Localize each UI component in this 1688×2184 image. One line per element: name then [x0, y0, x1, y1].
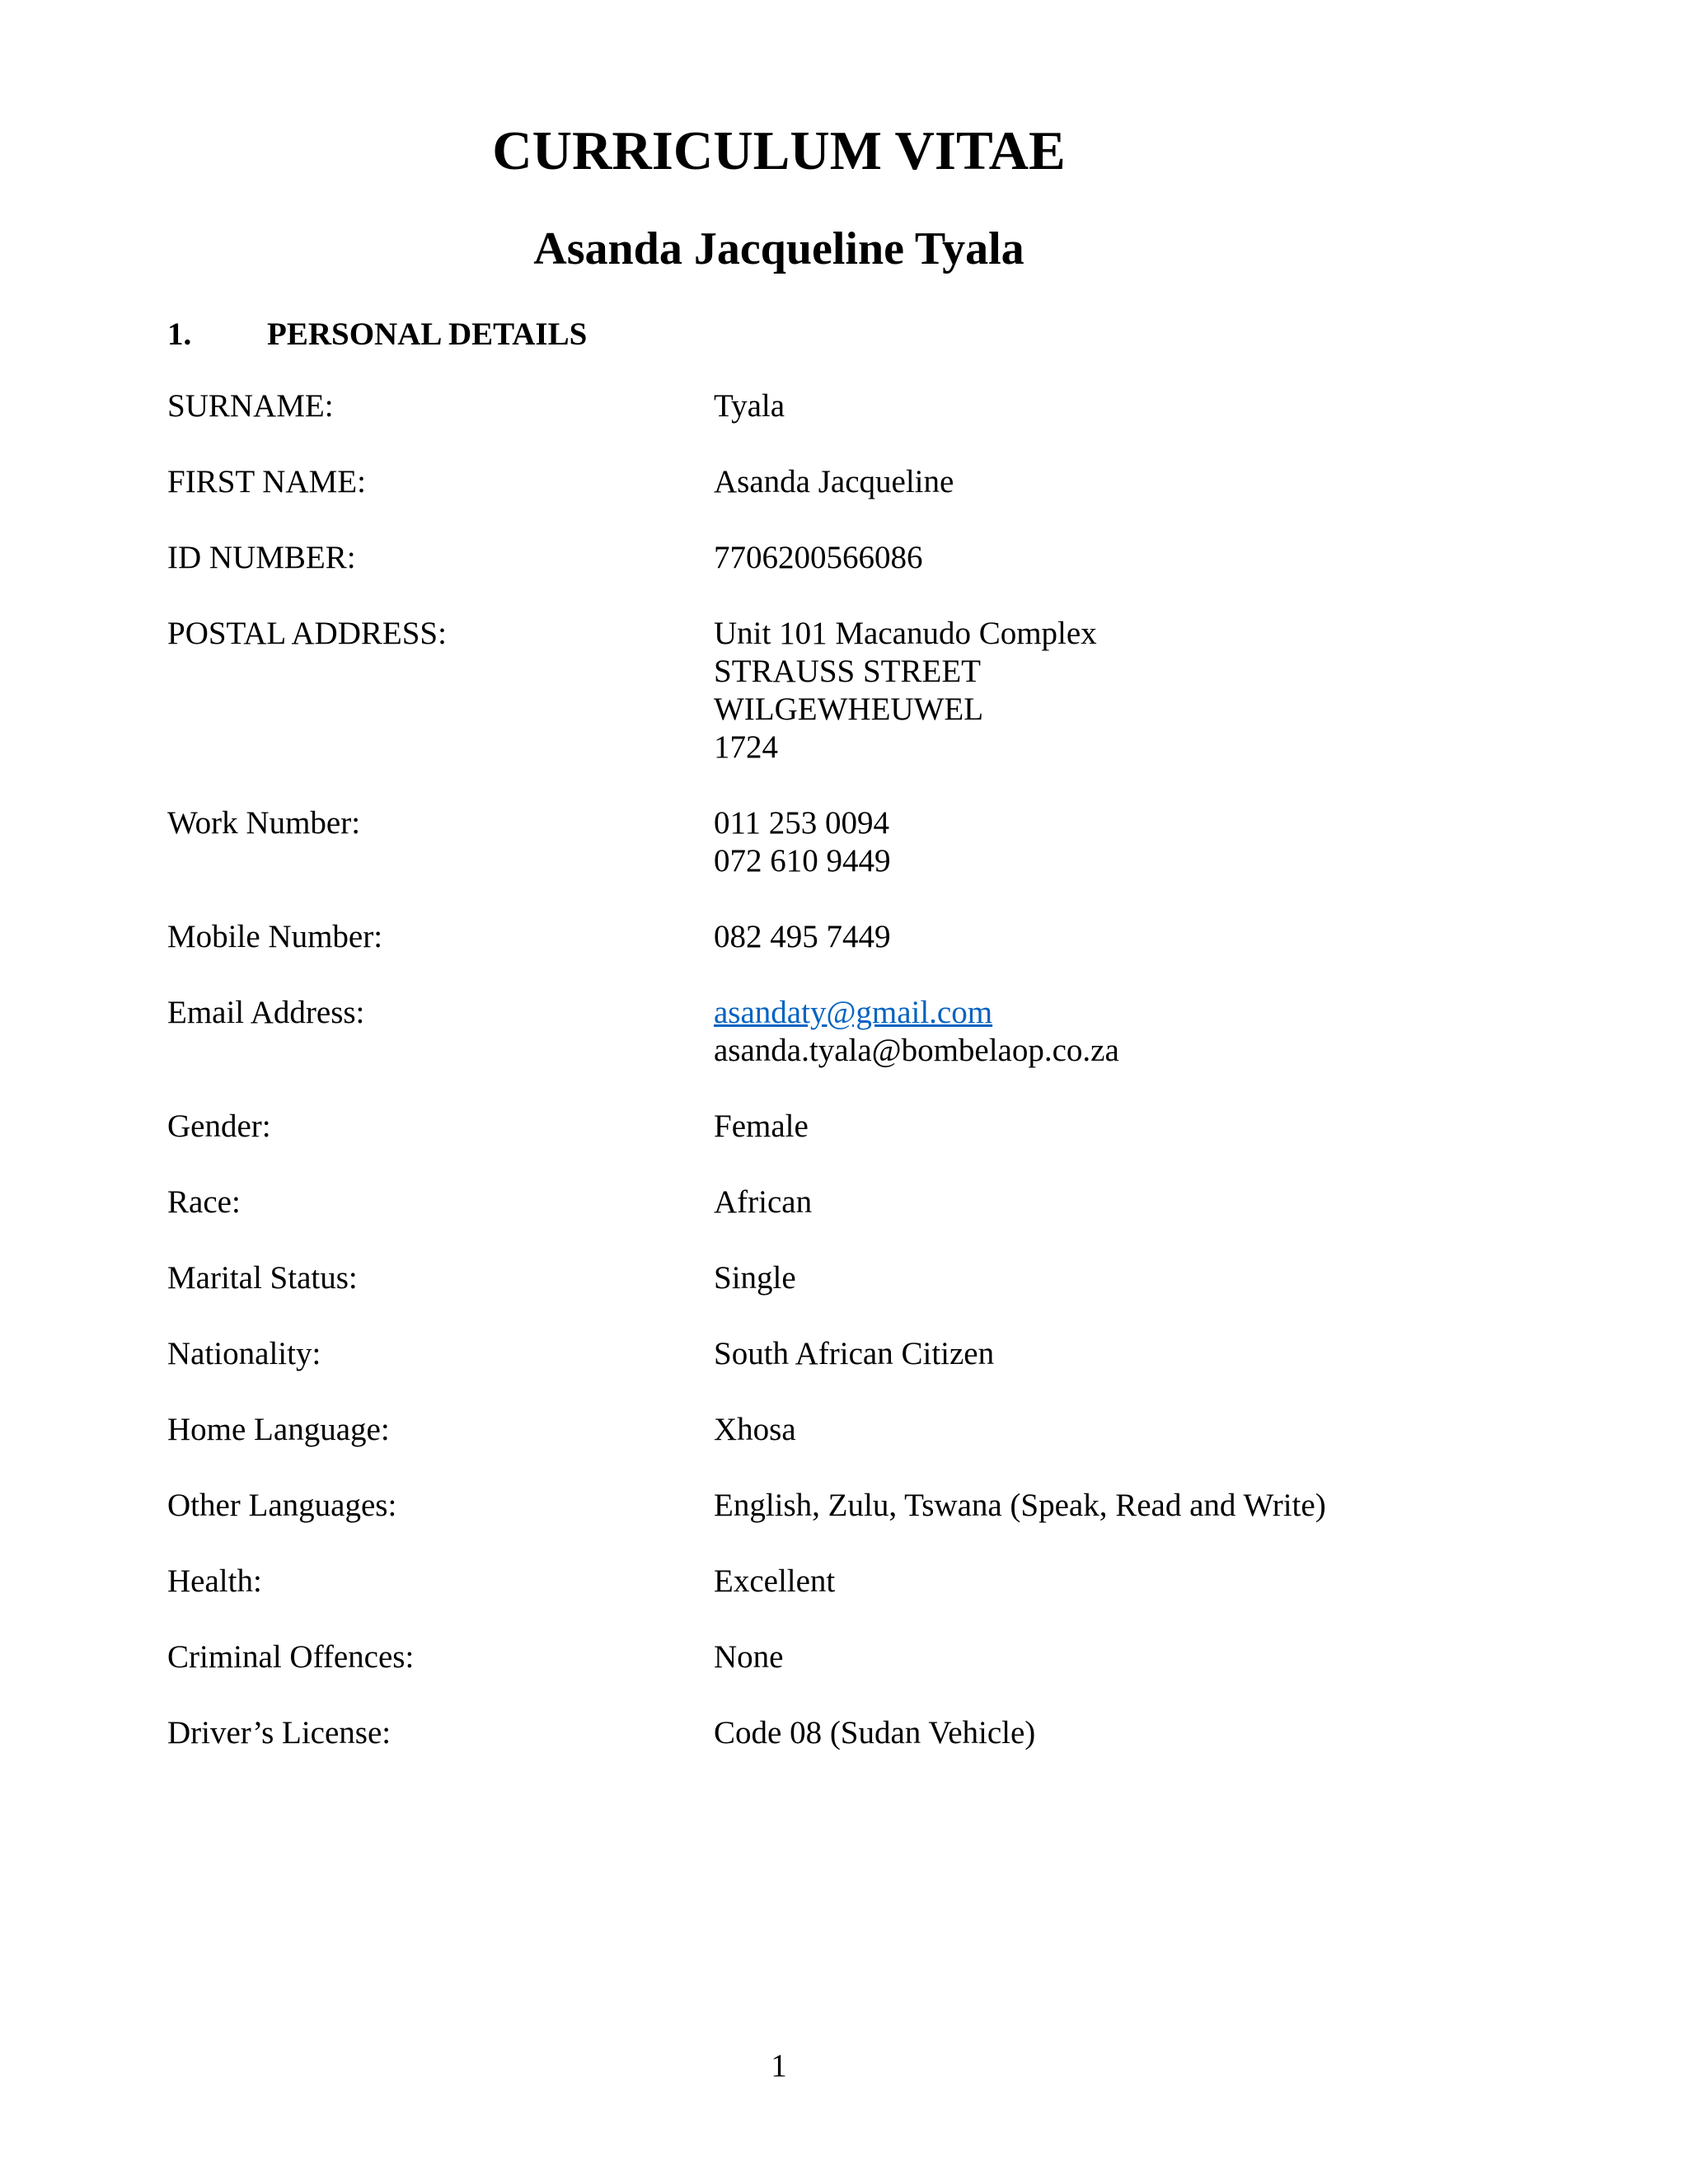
detail-value — [714, 1335, 1519, 1373]
personal-details-list — [167, 387, 1519, 1790]
detail-label: SURNAME: — [167, 388, 334, 424]
work-number-value: 072 610 9449 — [714, 843, 891, 879]
other-languages-value: English, Zulu, Tswana (Speak, Read and Write) — [714, 1488, 1326, 1523]
postal-address-line: 1724 — [714, 729, 778, 765]
detail-value — [714, 615, 1519, 766]
mobile-number-value: 082 495 7449 — [714, 919, 891, 954]
detail-value — [714, 463, 1519, 501]
detail-row-postal-address — [167, 615, 1519, 766]
section-title: PERSONAL DETAILS — [267, 316, 588, 352]
detail-row-surname — [167, 387, 1519, 425]
detail-label: Home Language: — [167, 1412, 390, 1447]
document-title: CURRICULUM VITAE — [492, 120, 1066, 181]
detail-row-email-address — [167, 994, 1519, 1070]
detail-row-id-number — [167, 539, 1519, 577]
detail-value — [714, 1183, 1519, 1221]
detail-value — [714, 1411, 1519, 1449]
detail-label: Work Number: — [167, 805, 361, 841]
detail-value — [714, 1638, 1519, 1676]
detail-value — [714, 1259, 1519, 1297]
detail-row-health — [167, 1563, 1519, 1601]
detail-label: Gender: — [167, 1108, 271, 1144]
postal-address-line: WILGEWHEUWEL — [714, 691, 984, 727]
detail-label: Marital Status: — [167, 1260, 358, 1296]
detail-value — [714, 387, 1519, 425]
section-heading-personal-details — [167, 312, 587, 358]
detail-label: ID NUMBER: — [167, 540, 356, 575]
id-number-value: 7706200566086 — [714, 540, 923, 575]
section-number: 1. — [167, 316, 192, 352]
detail-value — [714, 539, 1519, 577]
detail-value — [714, 804, 1519, 880]
detail-row-home-language — [167, 1411, 1519, 1449]
detail-row-first-name — [167, 463, 1519, 501]
detail-row-mobile-number — [167, 918, 1519, 956]
gender-value: Female — [714, 1108, 809, 1144]
nationality-value: South African Citizen — [714, 1336, 995, 1371]
detail-label: Email Address: — [167, 995, 365, 1030]
detail-row-nationality — [167, 1335, 1519, 1373]
detail-label: Mobile Number: — [167, 919, 383, 954]
work-number-value: 011 253 0094 — [714, 805, 890, 841]
detail-label: Race: — [167, 1184, 241, 1220]
detail-row-race — [167, 1183, 1519, 1221]
detail-value — [714, 994, 1519, 1070]
postal-address-line: Unit 101 Macanudo Complex — [714, 616, 1097, 651]
detail-row-drivers-license — [167, 1714, 1519, 1752]
race-value: African — [714, 1184, 813, 1220]
detail-label: Driver’s License: — [167, 1715, 392, 1750]
detail-value — [714, 918, 1519, 956]
detail-value — [714, 1487, 1519, 1525]
detail-label: Other Languages: — [167, 1488, 397, 1523]
detail-value — [714, 1563, 1519, 1601]
detail-row-marital-status — [167, 1259, 1519, 1297]
criminal-offences-value: None — [714, 1639, 784, 1675]
detail-row-criminal-offences — [167, 1638, 1519, 1676]
email-link[interactable]: asandaty@gmail.com — [714, 995, 993, 1030]
postal-address-line: STRAUSS STREET — [714, 654, 981, 689]
candidate-name-heading: Asanda Jacqueline Tyala — [533, 223, 1025, 274]
home-language-value: Xhosa — [714, 1412, 796, 1447]
health-value: Excellent — [714, 1563, 836, 1599]
detail-value — [714, 1714, 1519, 1752]
detail-row-other-languages — [167, 1487, 1519, 1525]
detail-label: FIRST NAME: — [167, 464, 366, 499]
first-name-value: Asanda Jacqueline — [714, 464, 954, 499]
marital-status-value: Single — [714, 1260, 796, 1296]
detail-label: Health: — [167, 1563, 262, 1599]
surname-value: Tyala — [714, 388, 785, 424]
drivers-license-value: Code 08 (Sudan Vehicle) — [714, 1715, 1036, 1750]
page-number: 1 — [771, 2048, 787, 2083]
email-value: asanda.tyala@bombelaop.co.za — [714, 1033, 1119, 1068]
detail-label: Criminal Offences: — [167, 1639, 415, 1675]
detail-label: POSTAL ADDRESS: — [167, 616, 447, 651]
detail-value — [714, 1108, 1519, 1146]
detail-label: Nationality: — [167, 1336, 321, 1371]
detail-row-gender — [167, 1108, 1519, 1146]
detail-row-work-number — [167, 804, 1519, 880]
